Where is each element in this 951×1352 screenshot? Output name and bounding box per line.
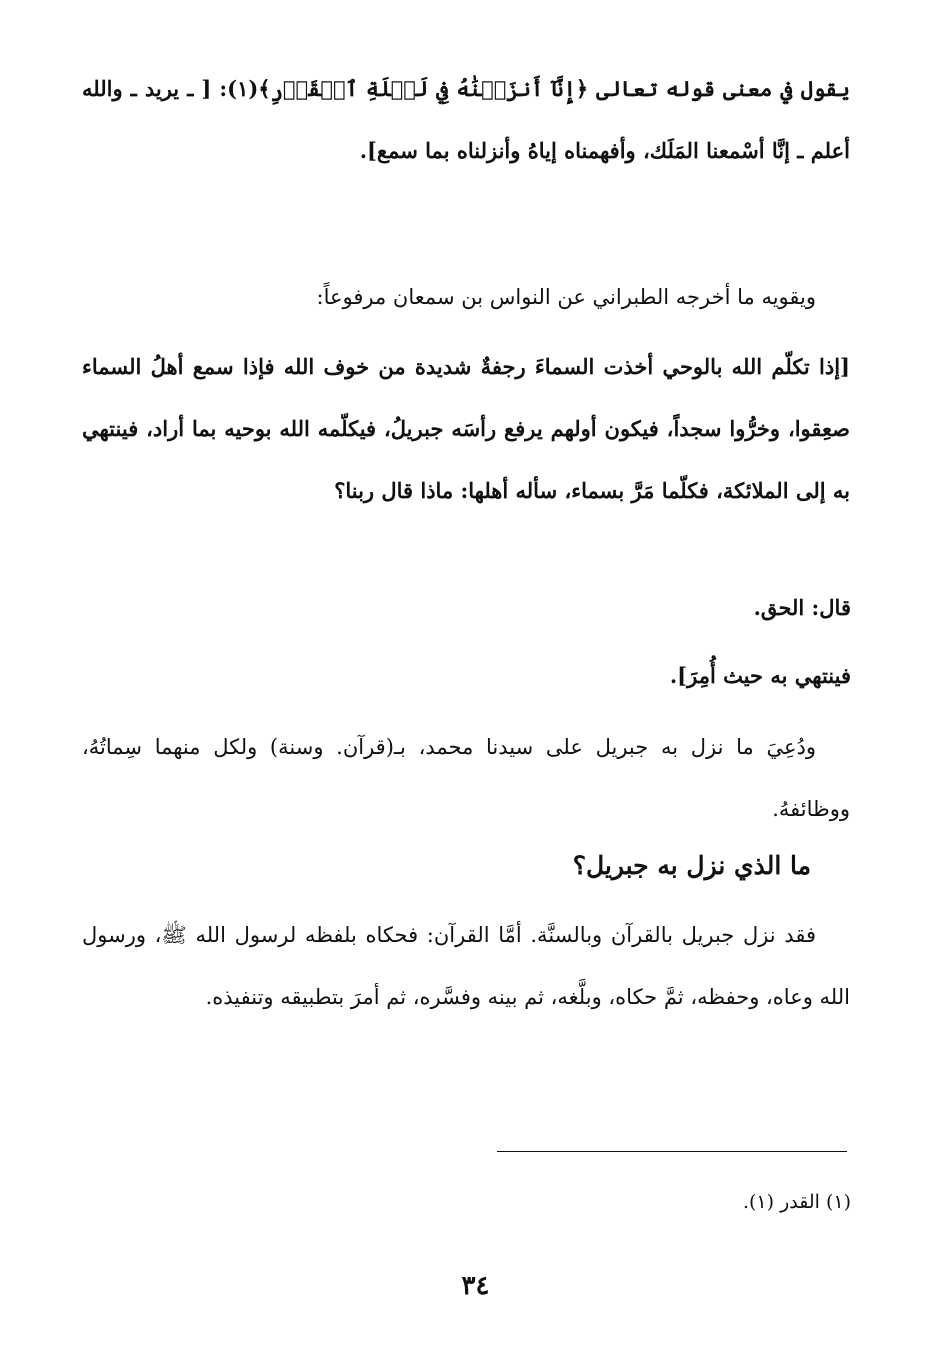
hadith-line-final: فينتهي به حيث أُمِرَ]. (669, 663, 851, 688)
paragraph-jibril-revelation: فقد نزل جبريل بالقرآن وبالسنَّة. أمَّا القرآن: فحكاه بلفظه لرسول الله ﷺ، ورسول الله وعاه، وحفظه، ثمَّ حكاه، وبلَّغه، ثم بينه وفسَّره، ثم أمرَ بتطبيقه وتنفيذه. (82, 923, 850, 1009)
section-heading: ما الذي نزل به جبريل؟ (572, 851, 811, 880)
paragraph-quran-verse-interpretation: يقول في معنى قوله تعالى ﴿إِنَّآ أَنزَلۡنَٰهُ فِي لَيۡلَةِ ٱلۡقَدۡرِ﴾(١): [ ـ يريد ـ والله أعلم ـ إنَّا أسْمعنا المَلَك، وأفهمناه إياهُ وأنزلناه بما سمع]. (82, 76, 850, 163)
footnote-separator (497, 1151, 847, 1152)
paragraph-tabarani-narration-intro: ويقويه ما أخرجه الطبراني عن النواس بن سمعان مرفوعاً: (316, 285, 816, 309)
paragraph-quran-and-sunnah: ودُعِيَ ما نزل به جبريل على سيدنا محمد، بـ(قرآن. وسنة) ولكل منهما سِماتُهُ، ووظائفهُ. (82, 735, 850, 821)
page-number: ٣٤ (461, 1271, 490, 1301)
paragraph-hadith-text: [إذا تكلّم الله بالوحي أخذت السماءَ رجفةٌ شديدة من خوف الله فإذا سمع أهلُ السماء صعِقوا، وخرُّوا سجداً، فيكون أولهم يرفع رأسَه جبريلُ، فيكلّمه الله بوحيه بما أراد، فينتهي به إلى الملائكة، فكلّما مَرَّ بسماء، سأله أهلها: ماذا قال ربنا؟ (82, 354, 850, 503)
footnote: (١) القدر (١). (742, 1191, 851, 1213)
hadith-line-qala-al-haqq: قال: الحق. (753, 595, 851, 620)
